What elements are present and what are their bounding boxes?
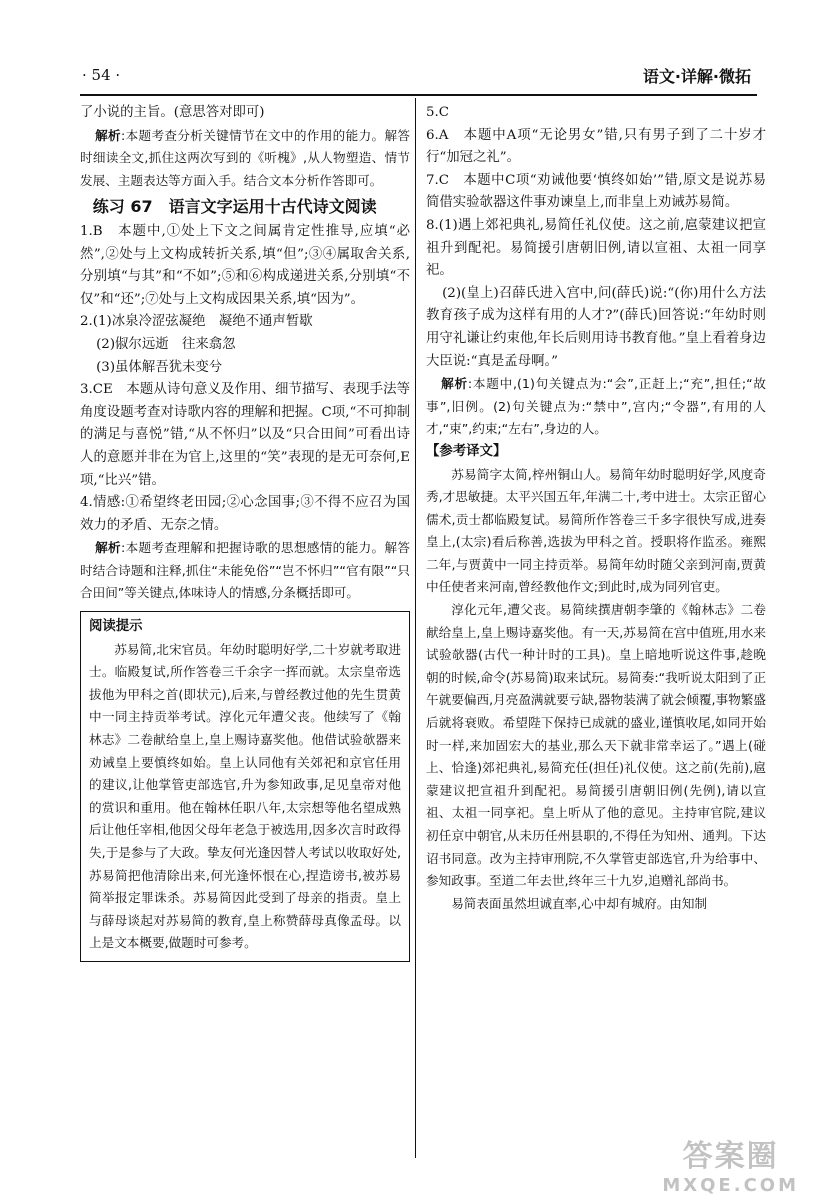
reference-translation-title: 【参考译文】 — [426, 443, 507, 459]
analysis-text: :本题考查分析关键情节在文中的作用的能力。解答时细读全文,抓住这两次写到的《听槐》,从人物塑造、情节发展、主题表达等方面入手。结合文本分析作答即可。 — [80, 127, 410, 188]
analysis-8 — [426, 373, 766, 441]
reading-tip-box — [80, 611, 410, 962]
answer-2-2: (2)俶尔远逝 往来翕忽 — [96, 336, 236, 352]
answer-8-1: 8.(1)遇上郊祀典礼,易简任礼仪使。这之前,扈蒙建议把宣祖升到配祀。易简援引唐朝旧例,请以宣祖、太祖一同享祀。 — [426, 217, 766, 279]
book-title: 语文·详解·微拓 — [642, 67, 751, 86]
analysis-label: 解析 — [441, 376, 468, 392]
analysis-label: 解析 — [95, 540, 121, 556]
watermark-text: 答案圈 — [682, 1139, 779, 1174]
translation-paragraph-3: 易简表面虽然坦诚直率,心中却有城府。由知制 — [451, 895, 708, 911]
answer-2-3: (3)虽体解吾犹未变兮 — [96, 359, 223, 375]
intro-line: 了小说的主旨。(意思答对即可) — [80, 105, 265, 120]
header-rule — [80, 94, 757, 96]
answer-2-1: 2.(1)冰泉冷涩弦凝绝 凝绝不通声暂歇 — [80, 314, 313, 330]
answer-4: 4.情感:①希望终老田园;②心念国事;③不得不应召为国效力的矛盾、无奈之情。 — [80, 495, 410, 533]
analysis-text: :本题中,(1)句关键点为:“会”,正赶上;“充”,担任;“故事”,旧例。(2)句关键点为:“禁中”,宫内;“令器”,有用的人才,“束”,约束;“左右”,身边的人。 — [426, 376, 766, 437]
reading-tip-text: 苏易简,北宋官员。年幼时聪明好学,二十岁就考取进士。临殿复试,所作答卷三千余字一挥而就。太宗皇帝选拔他为甲科之首(即状元),后来,与曾经教过他的先生贯黄中一同主持贡举考试。淳化元年遭父丧。他续写了《翰林志》二卷献给皇上,皇上赐诗嘉奖他。他借试验欹器来劝诫皇上要慎终如始。皇上认同他有关郊祀和京官任用的建议,让他掌管吏部选官,升为参知政事,足见皇帝对他的赏识和重用。他在翰林任职八年,太宗想等他名望成熟后让他任宰相,他因父母年老急于被选用,因多次言时政得失,于是参与了大政。挚友何光逢因替人考试以收取好处,苏易简把他清除出来,何光逢怀恨在心,捏造谤书,被苏易简举报定罪诛杀。苏易简因此受到了母亲的指责。皇上与薛母谈起对苏易简的教育,皇上称赞薛母真像孟母。以上是文本概要,做题时可参考。 — [89, 641, 401, 951]
answer-3: 3.CE 本题从诗句意义及作用、细节描写、表现手法等角度设题考查对诗歌内容的理解和把握。C项,“不可抑制的满足与喜悦”错,“从不怀归”以及“只合田间”可看出诗人的意愿并非在为官上,这里的“笑”表现的是无可奈何,E项,“比兴”错。 — [80, 382, 410, 488]
answer-8-2: (2)(皇上)召薛氏进入宫中,问(薛氏)说:“(你)用什么方法教育孩子成为这样有用的人才?”(薛氏)回答说:“年幼时则用守礼谦让约束他,年长后则用诗书教育他。”皇上看着身边大臣说:“真是孟母啊。” — [426, 285, 766, 369]
watermark-logo — [662, 1131, 799, 1196]
right-column — [426, 102, 766, 915]
translation-paragraph-1: 苏易简字太简,梓州铜山人。易简年幼时聪明好学,风度奇秀,才思敏捷。太平兴国五年,年满二十,考中进士。太宗正留心儒术,贡士都临殿复试。易简所作答卷三千多字很快写成,进奏皇上,(太宗)看后称善,选拔为甲科之首。授职将作监丞。雍熙二年,与贾黄中一同主持贡举。易简年幼时随父亲到河南,贾黄中任使者来河南,曾经教他作文;到此时,成为同列官吏。 — [426, 466, 766, 595]
answer-7: 7.C 本题中C项“劝诫他要‘慎终如始’”错,原文是说苏易简借实验欹器这件事劝谏皇上,而非皇上劝诫苏易简。 — [426, 172, 766, 211]
answer-6: 6.A 本题中A项“无论男女”错,只有男子到了二十岁才行“加冠之礼”。 — [426, 127, 766, 166]
analysis-4 — [80, 537, 410, 605]
page-number: · 54 · — [82, 66, 121, 84]
section-title: 练习 67 语言文字运用十古代诗文阅读 — [92, 197, 377, 217]
left-column — [80, 102, 410, 962]
analysis-label: 解析 — [95, 127, 121, 143]
answer-5: 5.C — [426, 105, 450, 120]
analysis-1 — [80, 125, 410, 193]
answer-1: 1.B 本题中,①处上下文之间属肯定性推导,应填“必然”,②处与上文构成转折关系,填“但”;③④属取舍关系,分别填“与其”和“不如”;⑤和⑥构成递进关系,分别填“不仅”和“还”;⑦处与上文构成因果关系,填“因为”。 — [80, 223, 410, 307]
translation-paragraph-2: 淳化元年,遭父丧。易简续撰唐朝李肇的《翰林志》二卷献给皇上,皇上赐诗嘉奖他。有一天,苏易简在宫中值班,用水来试验欹器(古代一种计时的工具)。皇上暗地听说这件事,趁晚朝的时候,命令(苏易简)取来试玩。易简奏:“我听说太阳到了正午就要偏西,月亮盈满就要亏缺,器物装满了就会倾覆,事物繁盛后就将衰败。希望陛下保持已成就的盛业,谨慎收尾,如同开始时一样,来加固宏大的基业,那么天下就非常幸运了。”遇上(碰上、恰逢)郊祀典礼,易简充任(担任)礼仪使。这之前(先前),扈蒙建议把宣祖升到配祀。易简援引唐朝旧例(先例),请以宣祖、太祖一同享祀。皇上听从了他的意见。主持审官院,建议初任京中朝官,从未历任州县职的,不得任为知州、通判。下达诏书同意。改为主持审刑院,不久掌管吏部选官,升为给事中、参知政事。至道二年去世,终年三十九岁,追赠礼部尚书。 — [426, 602, 766, 889]
watermark-domain: MXQE.COM — [662, 1175, 799, 1196]
column-divider — [415, 98, 416, 1158]
analysis-text: :本题考查理解和把握诗歌的思想感情的能力。解答时结合诗题和注释,抓住“未能免俗”“岂不怀归”“官有限”“只合田间”等关键点,体味诗人的情感,分条概括即可。 — [80, 540, 410, 601]
reading-tip-title: 阅读提示 — [89, 619, 143, 635]
